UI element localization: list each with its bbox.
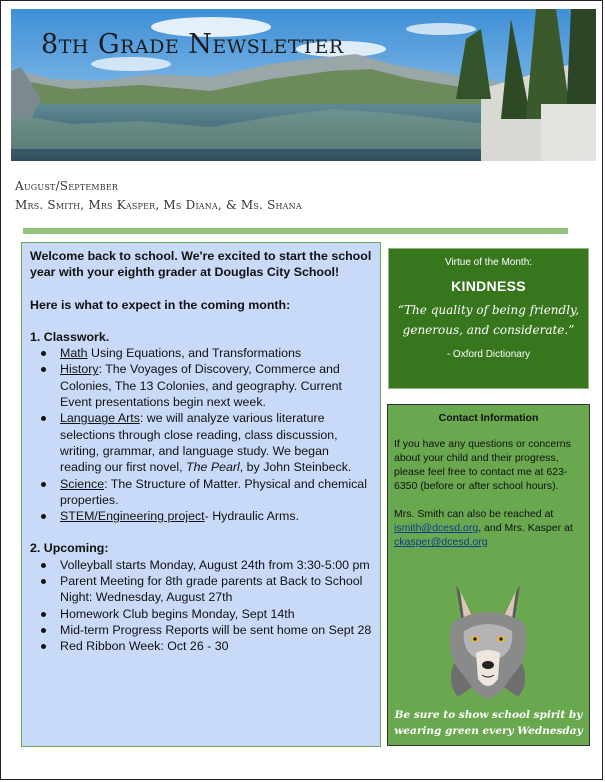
contact-body: If you have any questions or concerns about your child and their progress, please feel free to contact me at 623-6350 (before or after school hours). bbox=[394, 438, 571, 492]
list-item: Mid-term Progress Reports will be sent home on Sept 28 bbox=[60, 622, 372, 638]
list-item: Parent Meeting for 8th grade parents at Back to School Night: Wednesday, August 27th bbox=[60, 573, 372, 606]
contact-reach: Mrs. Smith can also be reached at ismith@dcesd.org, and Mrs. Kasper at ckasper@dcesd.org bbox=[394, 508, 573, 548]
teacher-names: Mrs. Smith, Mrs Kasper, Ms Diana, & Ms. Shana bbox=[15, 198, 302, 212]
upcoming-list bbox=[30, 557, 372, 655]
list-item: History: The Voyages of Discovery, Commerce and Colonies, The 13 Colonies, and geography. Current Event presentations begin next week. bbox=[60, 361, 372, 410]
wolf-mascot-icon bbox=[442, 583, 534, 701]
subject-label: Language Arts bbox=[60, 411, 140, 426]
list-item: STEM/Engineering project- Hydraulic Arms. bbox=[60, 508, 372, 524]
virtue-title: Virtue of the Month: bbox=[444, 257, 533, 268]
newsletter-meta bbox=[15, 177, 302, 215]
subject-label: History bbox=[60, 362, 99, 377]
mountain-lake-banner bbox=[11, 9, 596, 161]
subject-label: Science bbox=[60, 476, 105, 491]
email-link-smith[interactable]: ismith@dcesd.org bbox=[394, 522, 479, 534]
virtue-of-month-box bbox=[388, 248, 589, 389]
list-item: Math Using Equations, and Transformations bbox=[60, 345, 372, 361]
virtue-quote: “The quality of being friendly, generous, and considerate.” bbox=[397, 303, 580, 337]
upcoming-heading: 2. Upcoming: bbox=[30, 541, 109, 556]
contact-title: Contact Information bbox=[438, 412, 539, 424]
list-item: Language Arts: we will analyze various literature selections through close reading, class discussion, writing, grammar, and language study. We began reading our first novel, The Pearl, by John Steinbeck. bbox=[60, 410, 372, 475]
welcome-text: Welcome back to school. We're excited to start the school year with your eighth grader at Douglas City School! bbox=[30, 249, 372, 280]
contact-info-box bbox=[387, 404, 590, 746]
subject-label: Math bbox=[60, 346, 88, 361]
subject-label: STEM/Engineering project bbox=[60, 509, 205, 524]
email-link-kasper[interactable]: ckasper@dcesd.org bbox=[394, 536, 488, 548]
classwork-list bbox=[30, 345, 372, 524]
section-divider bbox=[23, 228, 568, 234]
school-spirit-note: Be sure to show school spirit by wearing green every Wednesday bbox=[394, 709, 583, 737]
virtue-word: KINDNESS bbox=[451, 278, 526, 294]
list-item: Volleyball starts Monday, August 24th from 3:30-5:00 pm bbox=[60, 557, 372, 573]
list-item: Red Ribbon Week: Oct 26 - 30 bbox=[60, 638, 372, 654]
expect-heading: Here is what to expect in the coming month: bbox=[30, 297, 291, 312]
classwork-heading: 1. Classwork. bbox=[30, 329, 110, 344]
newsletter-title: 8th Grade Newsletter bbox=[41, 29, 344, 60]
issue-date: August/September bbox=[15, 179, 119, 193]
virtue-source: - Oxford Dictionary bbox=[446, 349, 531, 360]
novel-title: The Pearl bbox=[186, 460, 240, 475]
list-item: Homework Club begins Monday, Sept 14th bbox=[60, 606, 372, 622]
main-content-box bbox=[21, 242, 381, 747]
list-item: Science: The Structure of Matter. Physical and chemical properties. bbox=[60, 476, 372, 509]
